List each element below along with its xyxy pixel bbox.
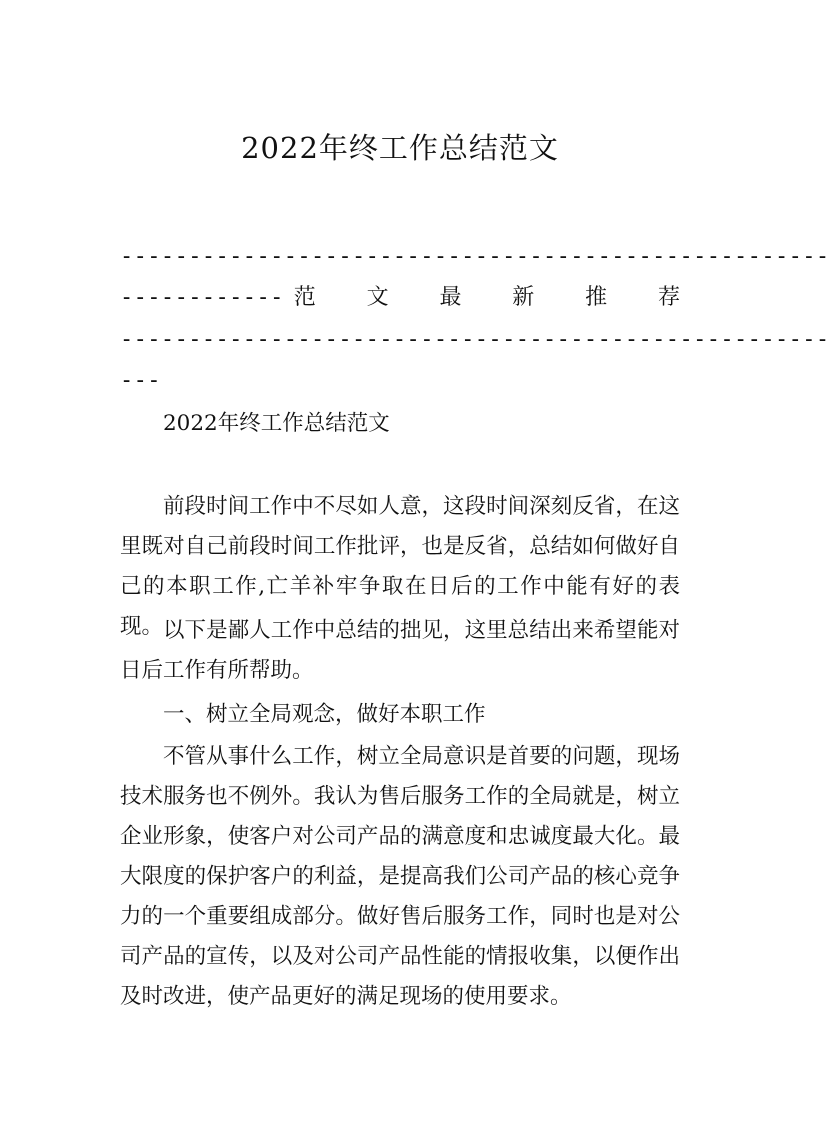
document-subtitle: 2022年终工作总结范文 [163,411,390,436]
banner-dash-prefix: ------------ [120,285,284,310]
banner-char: 文 [366,285,389,310]
banner-chars [284,283,680,313]
dash-divider-2: ---------------------------------------------------- [120,327,830,352]
section-heading-1: 一、树立全局观念，做好本职工作 [163,702,486,727]
banner-char: 荐 [657,285,680,310]
banner-char: 新 [512,285,535,310]
dash-divider-1: ---------------------------------------------------- [120,244,830,269]
paragraph-summary: 以下是鄙人工作中总结的拙见，这里总结出来希望能对日后工作有所帮助。 [120,618,680,683]
banner-char: 范 [293,285,316,310]
banner-recommend [120,283,680,313]
banner-char: 推 [585,285,608,310]
paragraph-intro: 前段时间工作中不尽如人意，这段时间深刻反省，在这里既对自己前段时间工作批评，也是反省，总结如何做好自己的本职工作,亡羊补牢争取在日后的工作中能有好的表现。 [120,494,680,639]
dash-divider-3: --- [120,368,161,393]
paragraph-section-1: 不管从事什么工作，树立全局意识是首要的问题，现场技术服务也不例外。我认为售后服务工作的全局就是，树立企业形象，使客户对公司产品的满意度和忠诚度最大化。最大限度的保护客户的利益，是提高我们公司产品的核心竞争力的一个重要组成部分。做好售后服务工作，同时也是对公司产品的宣传，以及对公司产品性能的情报收集，以便作出及时改进，使产品更好的满足现场的使用要求。 [120,744,680,1009]
banner-char: 最 [439,285,462,310]
document-title: 2022年终工作总结范文 [241,131,559,165]
